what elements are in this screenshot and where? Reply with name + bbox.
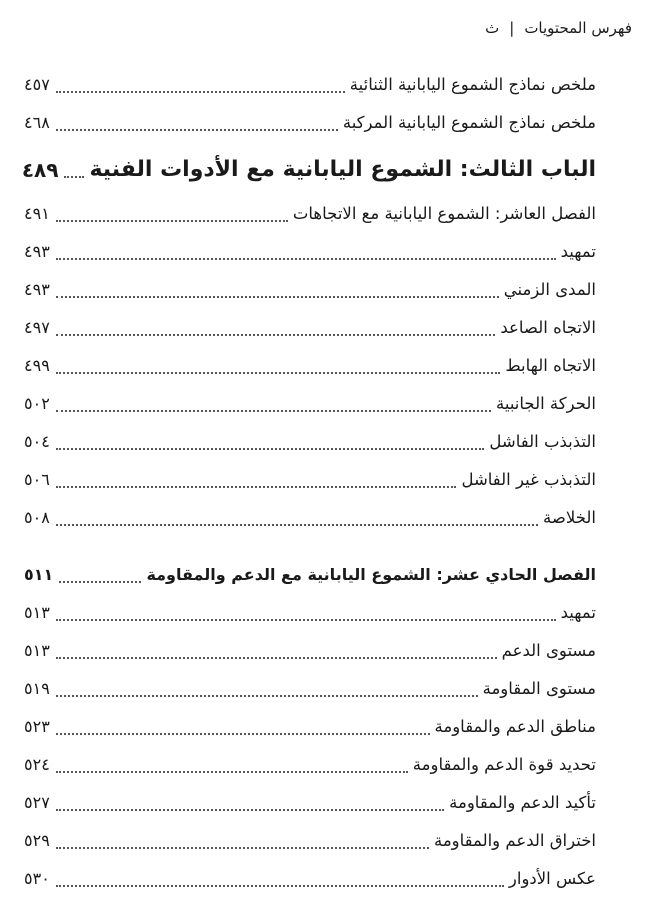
dot-leader: [56, 220, 288, 222]
toc-entry-title: مناطق الدعم والمقاومة: [434, 717, 596, 736]
toc-part-title: الباب الثالث: الشموع اليابانية مع الأدوات الفنية: [89, 157, 596, 182]
toc-entry-page: ٥٠٢: [24, 394, 50, 413]
toc-chapter-title: الفصل الحادي عشر: الشموع اليابانية مع الدعم والمقاومة: [146, 565, 596, 584]
toc-entry: [24, 786, 596, 816]
dot-leader: [56, 733, 430, 735]
toc-entry-page: ٤٩٧: [24, 318, 50, 337]
toc-entry-page: ٤٩٩: [24, 356, 50, 375]
toc-entry-page: ٤٩٣: [24, 242, 50, 261]
toc-entry-page: ٥٠٦: [24, 470, 50, 489]
toc-entry-page: ٥٠٤: [24, 432, 50, 451]
toc-entry: [24, 311, 596, 341]
toc-entry-page: ٤٩٣: [24, 280, 50, 299]
toc-entry: [24, 748, 596, 778]
toc-entry-title: التذبذب الفاشل: [489, 432, 596, 451]
toc-part-entry: [21, 155, 596, 185]
running-header: [20, 14, 632, 42]
toc-entry-title: مستوى المقاومة: [482, 679, 596, 698]
toc-entry-title: الخلاصة: [543, 508, 596, 527]
dot-leader: [56, 619, 556, 621]
toc-entry-page: ٥١٩: [24, 679, 50, 698]
dot-leader: [56, 695, 478, 697]
dot-leader: [56, 410, 491, 412]
toc-entry-page: ٤٥٧: [24, 75, 50, 94]
toc-entry-page: ٥١٣: [24, 641, 50, 660]
dot-leader: [56, 524, 538, 526]
dot-leader: [56, 258, 556, 260]
dot-leader: [56, 771, 408, 773]
dot-leader: [56, 91, 345, 93]
toc-entry: [24, 106, 596, 136]
toc-entry-title: المدى الزمني: [503, 280, 596, 299]
toc-entry: [24, 463, 596, 493]
header-page-letter: ث: [485, 19, 500, 37]
dot-leader: [59, 581, 141, 583]
toc-entry-page: ٤٦٨: [24, 113, 50, 132]
toc-entry: [24, 634, 596, 664]
toc-chapter-title: الفصل العاشر: الشموع اليابانية مع الاتجاهات: [292, 204, 596, 223]
dot-leader: [56, 809, 444, 811]
toc-entry-title: الاتجاه الصاعد: [500, 318, 596, 337]
toc-entry: [24, 824, 596, 854]
toc-entry-title: الحركة الجانبية: [496, 394, 596, 413]
toc-entry-title: تمهيد: [560, 242, 596, 261]
toc-chapter-page: ٥١١: [24, 565, 54, 584]
toc-entry: [24, 273, 596, 303]
toc-entry: [24, 501, 596, 531]
toc-entry: [24, 425, 596, 455]
toc-entry-page: ٥٢٤: [24, 755, 50, 774]
dot-leader: [56, 657, 497, 659]
toc-entry-title: ملخص نماذج الشموع اليابانية المركبة: [342, 113, 596, 132]
dot-leader: [56, 334, 496, 336]
toc-entry-page: ٥٢٩: [24, 831, 50, 850]
toc-entry-title: اختراق الدعم والمقاومة: [434, 831, 596, 850]
header-separator: |: [509, 19, 515, 37]
toc-entry-title: ملخص نماذج الشموع اليابانية الثنائية: [349, 75, 596, 94]
dot-leader: [56, 448, 485, 450]
toc-entry: [24, 710, 596, 740]
toc-entry: [24, 596, 596, 626]
toc-entry-title: مستوى الدعم: [501, 641, 596, 660]
toc-entry: [24, 387, 596, 417]
toc-chapter-entry: [24, 558, 596, 588]
toc-entry: [24, 672, 596, 702]
toc-part-page: ٤٨٩: [21, 158, 59, 182]
toc-entry-title: عكس الأدوار: [508, 869, 596, 888]
toc-entry-page: ٥٣٠: [24, 869, 50, 888]
toc-entry-title: تمهيد: [560, 603, 596, 622]
toc-entry: [24, 862, 596, 892]
dot-leader: [56, 885, 504, 887]
dot-leader: [64, 176, 84, 178]
toc-entry-title: التذبذب غير الفاشل: [461, 470, 596, 489]
toc-entry: [24, 197, 596, 227]
toc-entry-page: ٥١٣: [24, 603, 50, 622]
toc-entry: [24, 235, 596, 265]
dot-leader: [56, 372, 501, 374]
toc-entry-title: تحديد قوة الدعم والمقاومة: [412, 755, 596, 774]
dot-leader: [56, 129, 338, 131]
toc-entry-title: تأكيد الدعم والمقاومة: [449, 793, 596, 812]
toc-entry-page: ٥٢٣: [24, 717, 50, 736]
toc-entry-page: ٤٩١: [24, 204, 50, 223]
toc-entry: [24, 349, 596, 379]
toc-entry-page: ٥٠٨: [24, 508, 50, 527]
toc-entry: [24, 68, 596, 98]
dot-leader: [56, 296, 499, 298]
toc-entry-page: ٥٢٧: [24, 793, 50, 812]
toc-entry-title: الاتجاه الهابط: [505, 356, 596, 375]
header-title: فهرس المحتويات: [524, 19, 632, 37]
dot-leader: [56, 486, 457, 488]
dot-leader: [56, 847, 429, 849]
